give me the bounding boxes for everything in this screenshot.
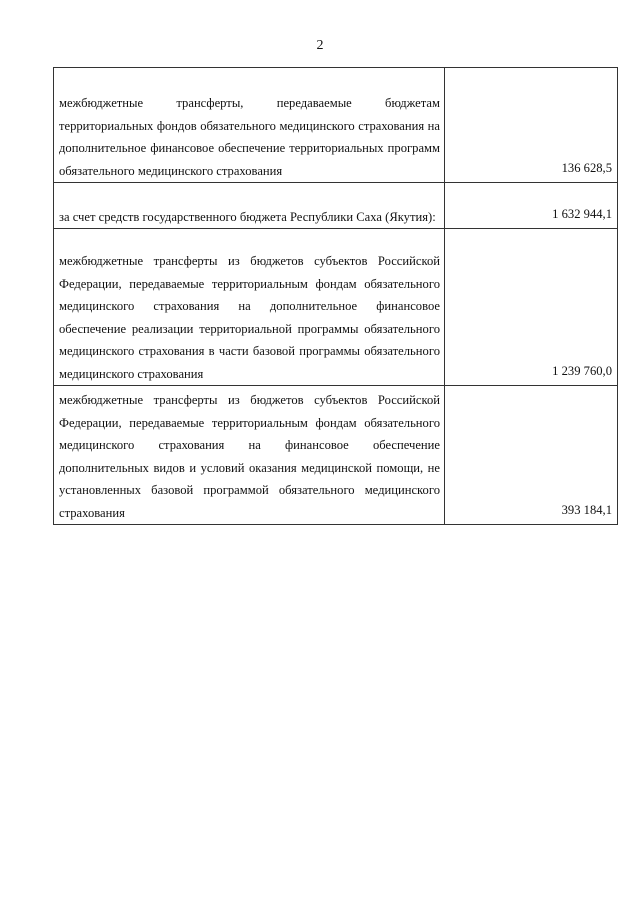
row-amount: 136 628,5: [561, 160, 612, 175]
row-description: за счет средств государственного бюджета Республики Саха (Якутия):: [59, 209, 436, 224]
row-amount: 1 239 760,0: [552, 363, 612, 378]
row-description: межбюджетные трансферты, передаваемые бюджетам территориальных фондов обязательного медицинского страхования на дополнительное финансовое обеспечение территориальных программ обязательного медицинского страхования: [59, 96, 440, 178]
row-description: межбюджетные трансферты из бюджетов субъектов Российской Федерации, передаваемые территориальным фондам обязательного медицинского страхования на финансовое обеспечение дополнительных видов и условий оказания медицинской помощи, не установленных базовой программой обязательного медицинского страхования: [59, 393, 440, 520]
page-number: 2: [316, 38, 324, 53]
row-amount: 393 184,1: [561, 502, 612, 517]
budget-table: [53, 67, 618, 525]
table-row: [54, 386, 618, 525]
row-description-cell: [54, 183, 445, 229]
table-row: [54, 183, 618, 229]
row-amount-cell: [445, 183, 618, 229]
row-amount: 1 632 944,1: [552, 206, 612, 221]
row-description: межбюджетные трансферты из бюджетов субъектов Российской Федерации, передаваемые территориальным фондам обязательного медицинского страхования на дополнительное финансовое обеспечение реализации территориальной программы обязательного медицинского страхования в части базовой программы обязательного медицинского страхования: [59, 254, 440, 381]
row-description-cell: [54, 68, 445, 183]
row-description-cell: [54, 386, 445, 525]
row-amount-cell: [445, 229, 618, 386]
row-description-cell: [54, 229, 445, 386]
row-amount-cell: [445, 68, 618, 183]
table-row: [54, 68, 618, 183]
row-amount-cell: [445, 386, 618, 525]
table-row: [54, 229, 618, 386]
